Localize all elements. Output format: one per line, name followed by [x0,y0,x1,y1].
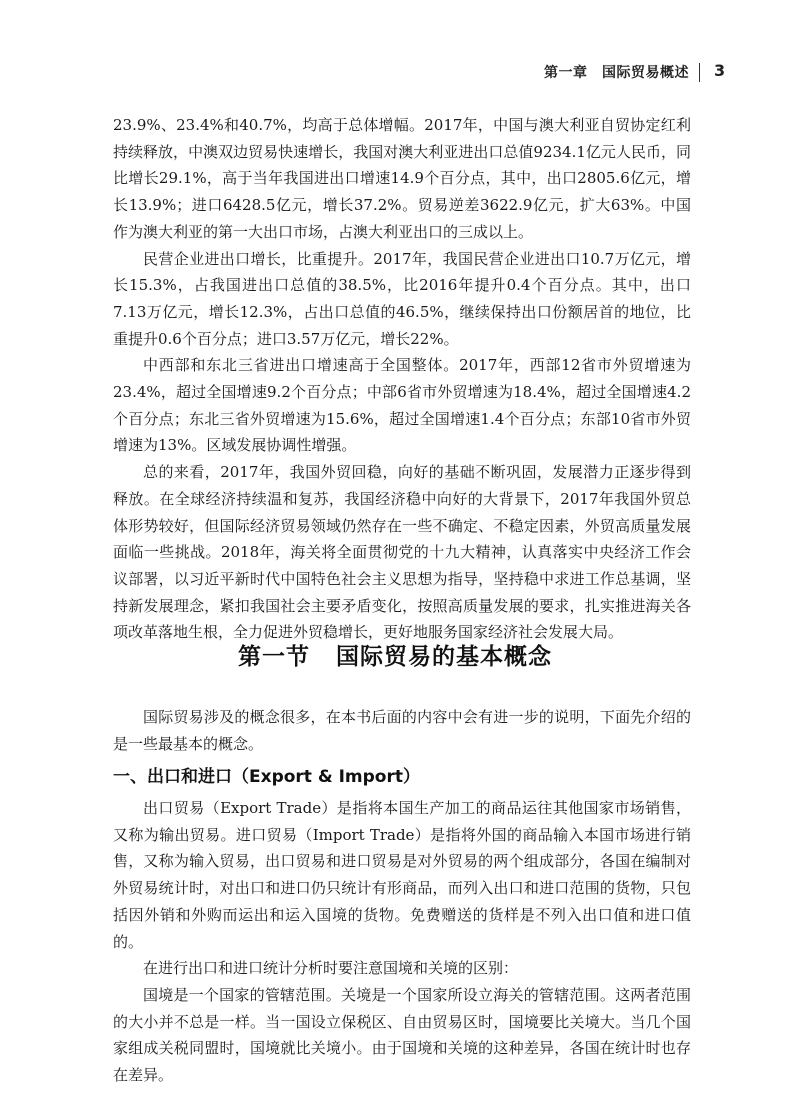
paragraph-private-enterprises: 民营企业进出口增长，比重提升。2017年，我国民营企业进出口10.7万亿元，增长15.3%，占我国进出口总值的38.5%，比2016年提升0.4个百分点。其中，出口7.13万亿元，增长12.3%，占出口总值的46.5%，继续保持出口份额居首的地位，比重提升0.6个百分点；进口3.57万亿元，增长22%。 [113,249,691,348]
header-divider [699,63,700,82]
section-intro [113,704,691,757]
paragraph-export-import: 出口贸易（Export Trade）是指将本国生产加工的商品运往其他国家市场销售，又称为输出贸易。进口贸易（Import Trade）是指将外国的商品输入本国市场进行销售，又称为输入贸易，出口贸易和进口贸易是对外贸易的两个组成部分，各国在编制对外贸易统计时，对出口和进口仍只统计有形商品，而列入出口和进口范围的货物，只包括因外销和外购而运出和运入国境的货物。免费赠送的货样是不列入出口值和进口值的。 [113,799,691,951]
section-number: 第一节 [238,644,310,670]
paragraph-border-note: 在进行出口和进口统计分析时要注意国境和关境的区别： [143,959,519,978]
section-heading [0,638,790,671]
page-number: 3 [714,61,726,80]
paragraph-summary: 总的来看，2017年，我国外贸回稳，向好的基础不断巩固，发展潜力正逐步得到释放。在全球经济持续温和复苏，我国经济稳中向好的大背景下，2017年我国外贸总体形势较好，但国际经济贸易领域仍然存在一些不确定、不稳定因素，外贸高质量发展面临一些挑战。2018年，海关将全面贯彻党的十九大精神，认真落实中央经济工作会议部署，以习近平新时代中国特色社会主义思想为指导，坚持稳中求进工作总基调，坚持新发展理念，紧扣我国社会主要矛盾变化，按照高质量发展的要求，扎实推进海关各项改革落地生根，全力促进外贸稳增长，更好地服务国家经济社会发展大局。 [113,463,691,642]
paragraph-intro: 国际贸易涉及的概念很多，在本书后面的内容中会有进一步的说明，下面先介绍的是一些最基本的概念。 [113,708,691,753]
body-text [113,112,691,646]
section-title: 国际贸易的基本概念 [336,644,552,670]
subsection-heading: 一、出口和进口（Export & Import） [113,767,420,787]
paragraph-regional-growth: 中西部和东北三省进出口增速高于全国整体。2017年，西部12省市外贸增速为23.4%，超过全国增速9.2个百分点；中部6省市外贸增速为18.4%，超过全国增速4.2个百分点；东北三省外贸增速为15.6%，超过全国增速1.4个百分点；东部10省市外贸增速为13%。区域发展协调性增强。 [113,356,691,455]
chapter-title: 第一章 国际贸易概述 [544,65,689,81]
running-header [0,62,790,86]
paragraph-australia-trade: 23.9%、23.4%和40.7%，均高于总体增幅。2017年，中国与澳大利亚自贸协定红利持续释放，中澳双边贸易快速增长，我国对澳大利亚进出口总值9234.1亿元人民币，同比增长29.1%，高于当年我国进出口增速14.9个百分点，其中，出口2805.6亿元，增长13.9%；进口6428.5亿元，增长37.2%。贸易逆差3622.9亿元，扩大63%。中国作为澳大利亚的第一大出口市场，占澳大利亚出口的三成以上。 [113,116,691,241]
subsection-body [113,795,691,1089]
paragraph-border-customs: 国境是一个国家的管辖范围。关境是一个国家所设立海关的管辖范围。这两者范围的大小并不总是一样。当一国设立保税区、自由贸易区时，国境要比关境大。当几个国家组成关税同盟时，国境就比关境小。由于国境和关境的这种差异，各国在统计时也存在差异。 [113,985,691,1085]
